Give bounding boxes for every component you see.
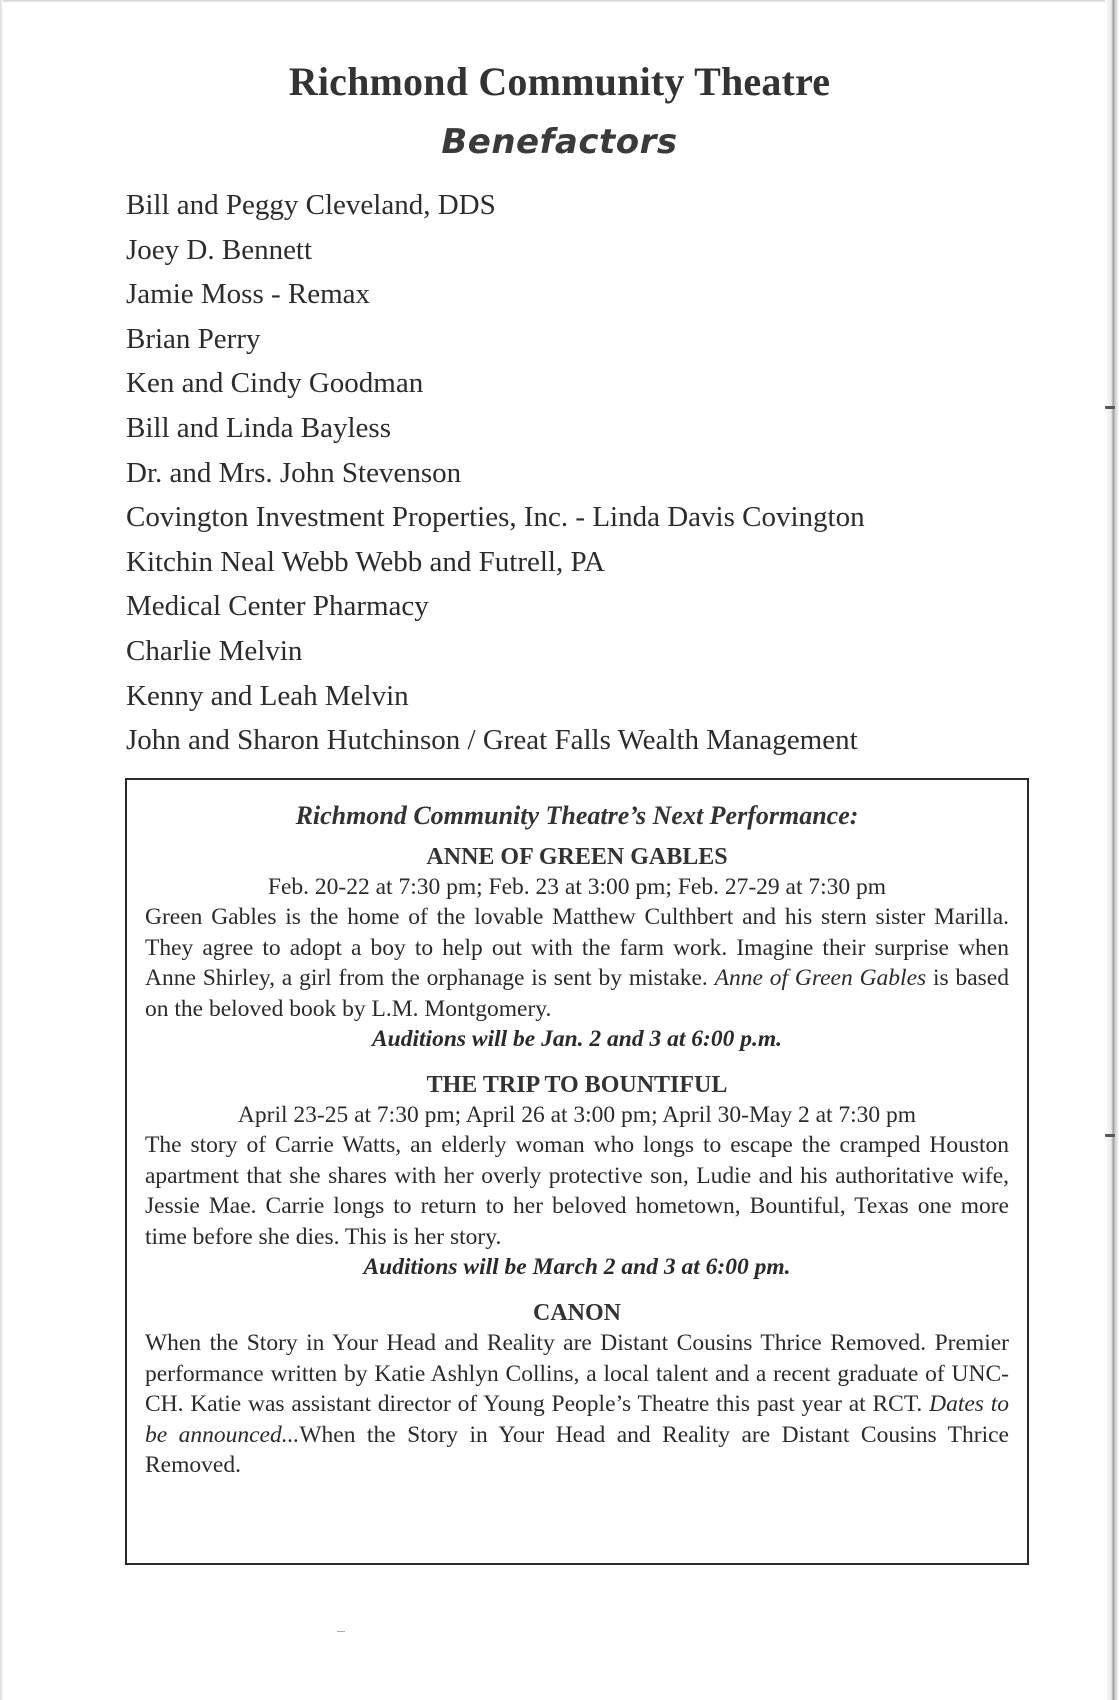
description-text: Green Gables is the home of the lovable Matthew Culthbert and his stern sister Marilla. They agree to adopt a boy to help out with the farm work. Imagine their surprise when Anne Shirley, a girl from the orphanage is sent by mistake. xyxy=(145,904,1009,991)
show-description xyxy=(145,902,1009,1024)
next-performance-heading: Richmond Community Theatre’s Next Performance: xyxy=(295,801,859,830)
benefactor-item: John and Sharon Hutchinson / Great Falls Wealth Management xyxy=(126,724,858,757)
show-title: CANON xyxy=(533,1300,621,1326)
benefactor-item: Kitchin Neal Webb Webb and Futrell, PA xyxy=(126,545,605,578)
scan-top-edge xyxy=(0,0,1119,3)
description-text: When the Story in Your Head and Reality are Distant Cousins Thrice Removed. Premier performance written by Katie Ashlyn Collins, a local talent and a recent graduate of UNC-CH. Katie was assistant director of Young People’s Theatre this past year at RCT. xyxy=(145,1330,1009,1417)
show-canon xyxy=(127,1298,1027,1481)
spacer xyxy=(127,1282,1027,1298)
benefactor-item: Jamie Moss - Remax xyxy=(126,278,371,311)
show-description: The story of Carrie Watts, an elderly woman who longs to escape the cramped Houston apartment that she shares with her overly protective son, Ludie and his authoritative wife, Jessie Mae. Carrie longs to return to her beloved hometown, Bountiful, Texas one more time before she dies. This is her story. xyxy=(145,1132,1009,1250)
staple xyxy=(1105,1134,1115,1137)
audition-notice: Auditions will be March 2 and 3 at 6:00 pm. xyxy=(363,1254,791,1280)
benefactors-heading: Benefactors xyxy=(441,122,678,162)
benefactor-item: Medical Center Pharmacy xyxy=(126,590,429,623)
description-text: is based on the beloved book by L.M. Montgomery. xyxy=(145,965,1009,1022)
book-title: Anne of Green Gables xyxy=(714,965,927,991)
benefactor-item: Charlie Melvin xyxy=(126,634,303,667)
benefactors-list xyxy=(126,183,865,763)
show-description xyxy=(145,1328,1009,1481)
show-dates: April 23-25 at 7:30 pm; April 26 at 3:00 pm; April 30-May 2 at 7:30 pm xyxy=(237,1102,917,1128)
description-text: When the Story in Your Head and Reality are Distant Cousins Thrice Removed. xyxy=(145,1421,1009,1478)
benefactor-item: Brian Perry xyxy=(126,322,261,355)
scan-mark xyxy=(337,1631,345,1632)
benefactor-item: Kenny and Leah Melvin xyxy=(126,679,409,712)
page-title: Richmond Community Theatre xyxy=(288,59,831,104)
benefactor-item: Joey D. Bennett xyxy=(126,233,313,266)
show-title: THE TRIP TO BOUNTIFUL xyxy=(426,1072,728,1098)
show-anne-of-green-gables xyxy=(127,842,1027,1054)
show-title: ANNE OF GREEN GABLES xyxy=(426,844,728,870)
staple xyxy=(1105,406,1115,409)
show-trip-to-bountiful xyxy=(127,1070,1027,1282)
audition-notice: Auditions will be Jan. 2 and 3 at 6:00 p.m. xyxy=(371,1026,782,1052)
benefactor-item: Bill and Peggy Cleveland, DDS xyxy=(126,189,496,221)
scan-left-edge xyxy=(0,0,3,1700)
benefactor-item: Dr. and Mrs. John Stevenson xyxy=(126,456,462,489)
show-dates: Feb. 20-22 at 7:30 pm; Feb. 23 at 3:00 pm; Feb. 27-29 at 7:30 pm xyxy=(267,874,887,900)
benefactor-item: Bill and Linda Bayless xyxy=(126,411,391,444)
benefactor-item: Covington Investment Properties, Inc. - Linda Davis Covington xyxy=(126,501,865,534)
benefactor-item: Ken and Cindy Goodman xyxy=(126,367,424,400)
page-binding-edge xyxy=(1105,0,1119,1700)
spacer xyxy=(127,1054,1027,1070)
dates-tba: Dates to be announced... xyxy=(145,1391,1010,1448)
next-performance-box xyxy=(125,778,1029,1565)
